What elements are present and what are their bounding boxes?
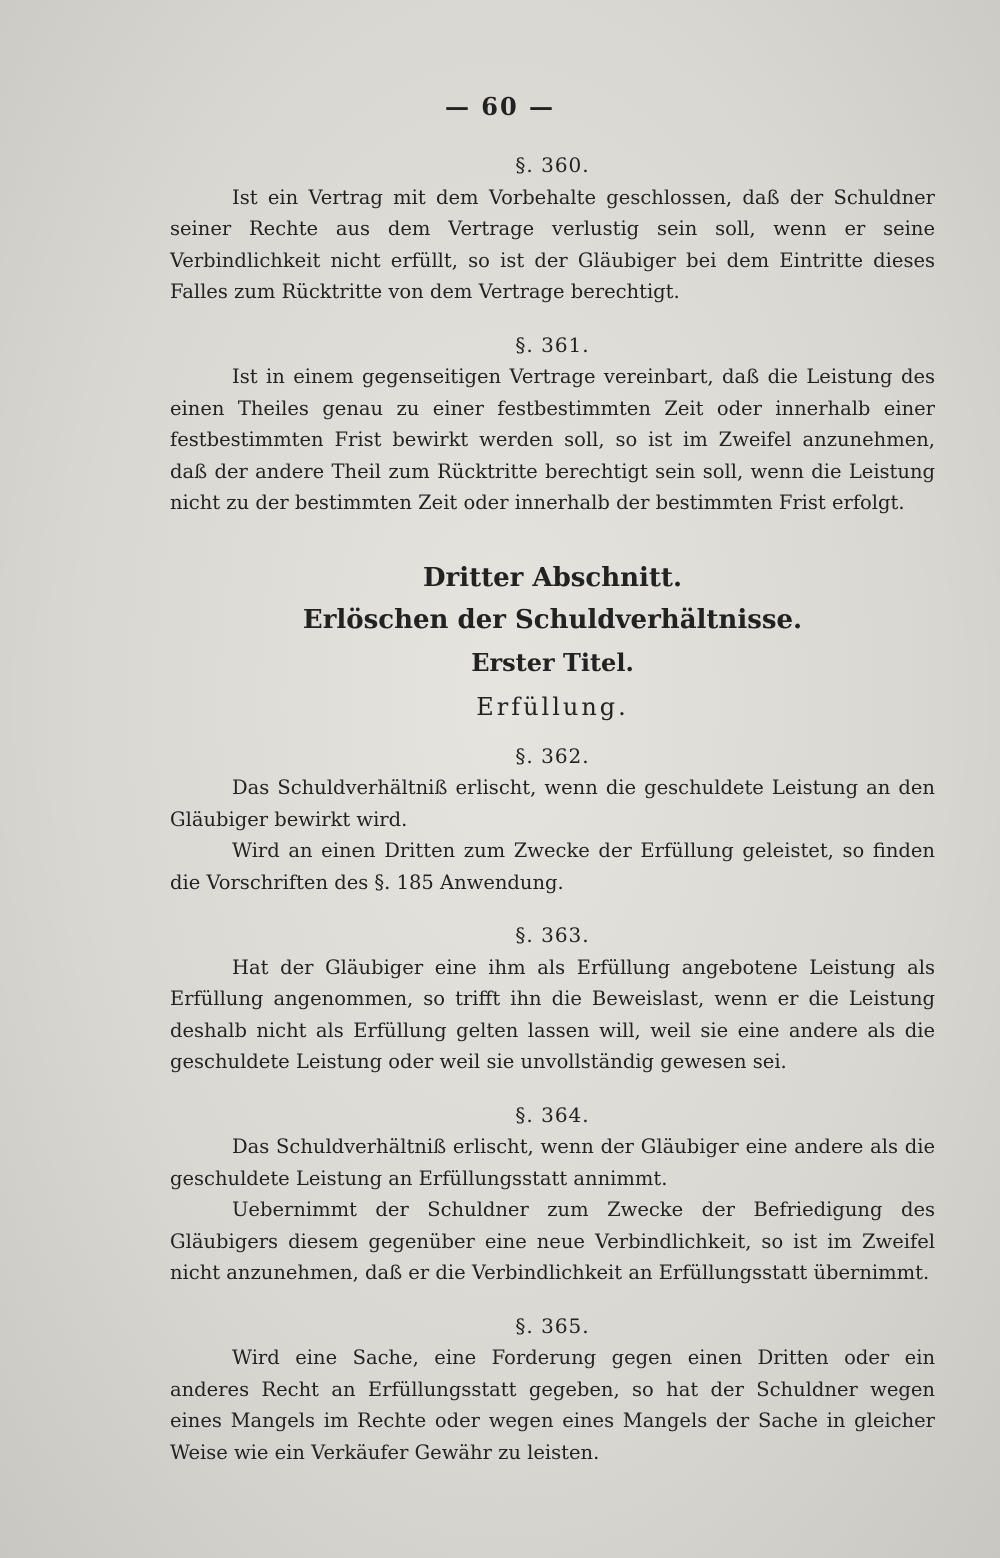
paragraph-heading-360: §. 360. bbox=[515, 153, 590, 177]
body-text bbox=[170, 150, 935, 1468]
section-subheading: Erlöschen der Schuldverhältnisse. bbox=[302, 604, 803, 635]
paragraph-heading-364: §. 364. bbox=[515, 1102, 590, 1127]
page-number: — 60 — bbox=[444, 92, 556, 121]
paragraph-364-text-1: Das Schuldverhältniß erlischt, wenn der Gläubiger eine andere als die geschuldete Leistung an Erfüllungsstatt annimmt. bbox=[170, 1135, 935, 1190]
paragraph-364-text-2: Uebernimmt der Schuldner zum Zwecke der Befriedigung des Gläubigers diesem gegenüber eine neue Verbindlichkeit, so ist im Zweifel nicht anzunehmen, daß er die Verbindlichkeit an Erfüllungsstatt übernimmt. bbox=[170, 1198, 935, 1284]
paragraph-361-text: Ist in einem gegenseitigen Vertrage vereinbart, daß die Leistung des einen Theiles genau zu einer festbestimmten Zeit oder innerhalb einer festbestimmten Frist bewirkt werden soll, so ist im Zweifel anzunehmen, daß der andere Theil zum Rücktritte berechtigt sein soll, wenn die Leistung nicht zu der bestimmten Zeit oder innerhalb der bestimmten Frist erfolgt. bbox=[170, 365, 935, 514]
title-subheading: Erfüllung. bbox=[476, 692, 629, 721]
paragraph-heading-362: §. 362. bbox=[515, 743, 590, 768]
title-heading: Erster Titel. bbox=[471, 647, 634, 677]
paragraph-362-text-2: Wird an einen Dritten zum Zwecke der Erfüllung geleistet, so finden die Vorschriften des §. 185 Anwendung. bbox=[170, 839, 935, 894]
paragraph-heading-363: §. 363. bbox=[515, 923, 590, 947]
paragraph-heading-361: §. 361. bbox=[515, 332, 590, 357]
paragraph-362-text-1: Das Schuldverhältniß erlischt, wenn die geschuldete Leistung an den Gläubiger bewirkt wird. bbox=[170, 776, 935, 831]
paragraph-363-text: Hat der Gläubiger eine ihm als Erfüllung angebotene Leistung als Erfüllung angenommen, so trifft ihn die Beweislast, wenn er die Leistung deshalb nicht als Erfüllung gelten lassen will, weil sie eine andere als die geschuldete Leistung oder weil sie unvollständig gewesen sei. bbox=[170, 955, 935, 1073]
paragraph-365-text: Wird eine Sache, eine Forderung gegen einen Dritten oder ein anderes Recht an Erfüllungsstatt gegeben, so hat der Schuldner wegen eines Mangels im Rechte oder wegen eines Mangels der Sache in gleicher Weise wie ein Verkäufer Gewähr zu leisten. bbox=[170, 1346, 935, 1464]
section-heading: Dritter Abschnitt. bbox=[422, 562, 682, 593]
paragraph-360-text: Ist ein Vertrag mit dem Vorbehalte geschlossen, daß der Schuldner seiner Rechte aus dem Vertrage verlustig sein soll, wenn er seine Verbindlichkeit nicht erfüllt, so ist der Gläubiger bei dem Eintritte dieses Falles zum Rücktritte von dem Vertrage berechtigt. bbox=[170, 185, 935, 303]
paragraph-heading-365: §. 365. bbox=[515, 1313, 590, 1338]
